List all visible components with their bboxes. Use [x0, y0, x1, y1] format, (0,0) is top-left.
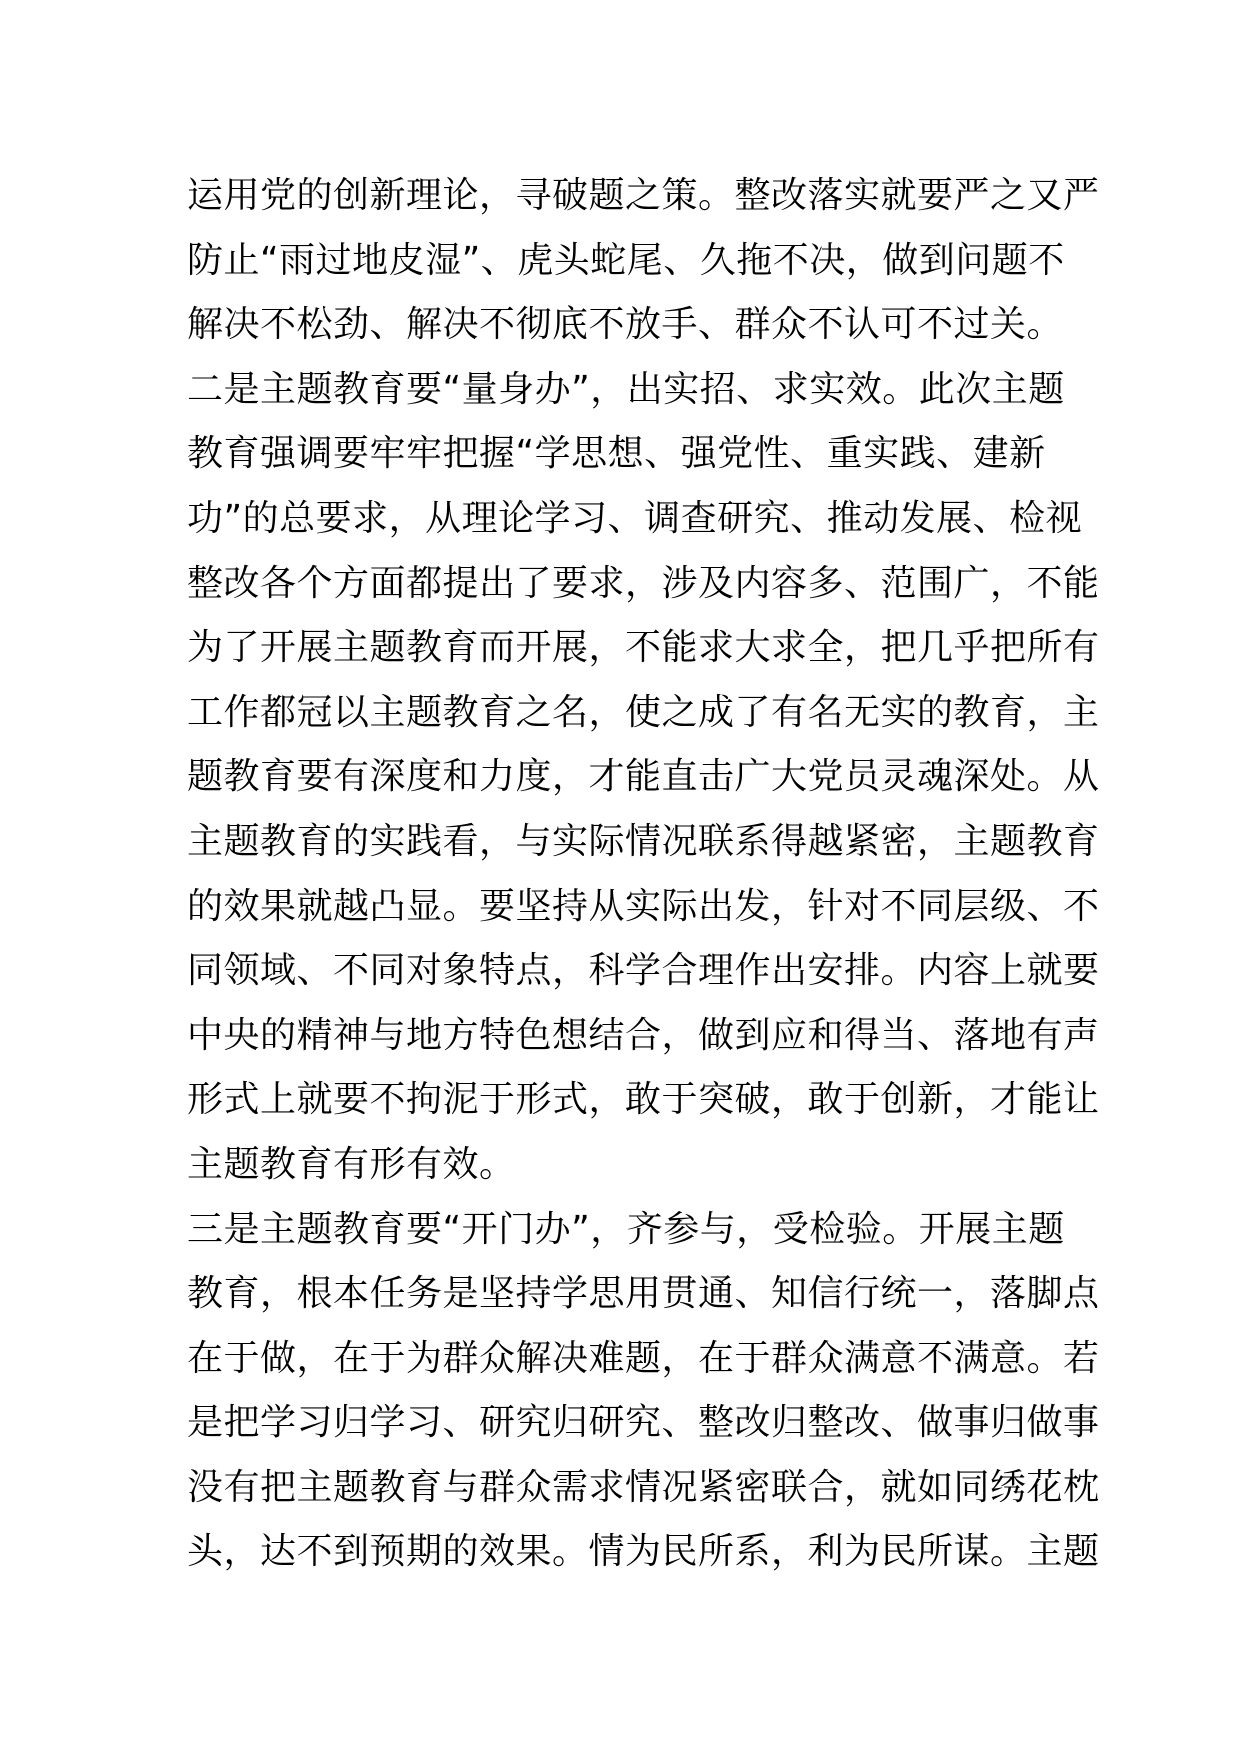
text-line: 没有把主题教育与群众需求情况紧密联合，就如同绣花枕 [187, 1466, 1100, 1508]
text-line: 题教育要有深度和力度，才能直击广大党员灵魂深处。从 [187, 756, 1100, 798]
body-text [187, 164, 1100, 1585]
text-line: 三是主题教育要“开门办”，齐参与，受检验。开展主题 [187, 1208, 1065, 1250]
text-line: 头，达不到预期的效果。情为民所系，利为民所谋。主题 [187, 1531, 1100, 1573]
text-line: 二是主题教育要“量身办”，出实招、求实效。此次主题 [187, 368, 1065, 410]
text-line: 功”的总要求，从理论学习、调查研究、推动发展、检视 [187, 497, 1083, 539]
text-line: 的效果就越凸显。要坚持从实际出发，针对不同层级、不 [187, 885, 1100, 927]
text-line: 运用党的创新理论，寻破题之策。整改落实就要严之又严 [187, 175, 1100, 216]
text-line: 中央的精神与地方特色想结合，做到应和得当、落地有声 [187, 1014, 1100, 1056]
text-line: 整改各个方面都提出了要求，涉及内容多、范围广，不能 [187, 562, 1100, 604]
text-line: 在于做，在于为群众解决难题，在于群众满意不满意。若 [187, 1337, 1100, 1379]
text-line: 形式上就要不拘泥于形式，敢于突破，敢于创新，才能让 [187, 1079, 1100, 1121]
text-line: 防止“雨过地皮湿”、虎头蛇尾、久拖不决，做到问题不 [187, 239, 1065, 281]
text-line: 教育，根本任务是坚持学思用贯通、知信行统一，落脚点 [187, 1273, 1100, 1315]
text-line: 教育强调要牢牢把握“学思想、强党性、重实践、建新 [187, 433, 1046, 475]
text-line: 主题教育的实践看，与实际情况联系得越紧密，主题教育 [187, 820, 1100, 862]
text-line: 解决不松劲、解决不彻底不放手、群众不认可不过关。 [187, 304, 1064, 346]
text-line: 主题教育有形有效。 [187, 1143, 516, 1185]
text-line: 为了开展主题教育而开展，不能求大求全，把几乎把所有 [187, 627, 1100, 669]
text-line: 同领域、不同对象特点，科学合理作出安排。内容上就要 [187, 950, 1100, 992]
text-line: 工作都冠以主题教育之名，使之成了有名无实的教育，主 [187, 691, 1100, 733]
text-line: 是把学习归学习、研究归研究、整改归整改、做事归做事 [187, 1402, 1100, 1444]
